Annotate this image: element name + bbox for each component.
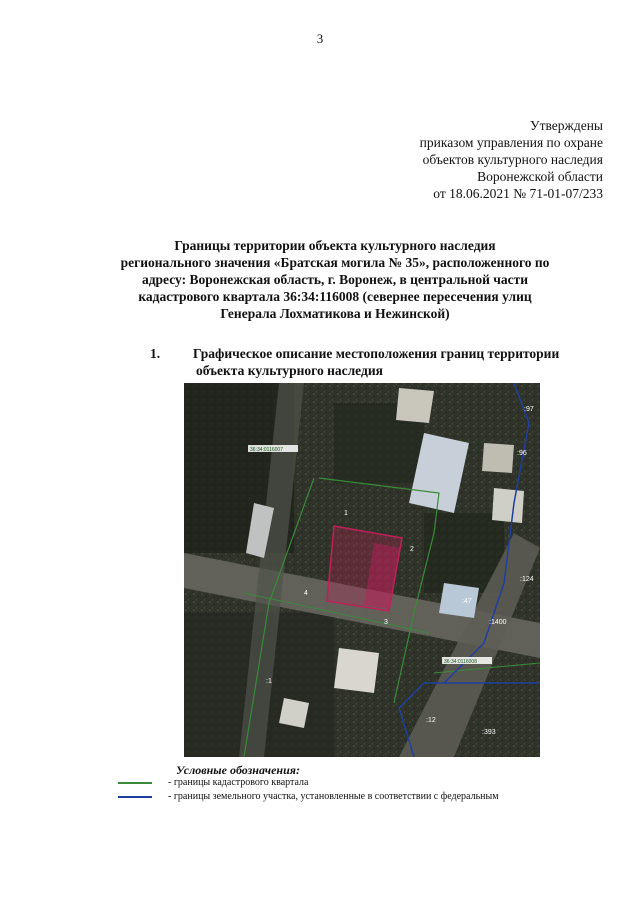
document-title (90, 237, 580, 322)
parcel-label: :96 (517, 450, 527, 457)
map-image (184, 383, 540, 757)
parcel-label: :1400 (489, 619, 507, 626)
legend-item (118, 777, 308, 788)
approval-line: объектов культурного наследия (422, 152, 603, 167)
title-line: регионального значения «Братская могила № 35», расположенного по (120, 255, 550, 270)
section-title-line: Графическое описание местоположения границ территории (193, 346, 560, 361)
satellite-map (184, 383, 540, 757)
point-label: 1 (344, 510, 348, 517)
page-number: 3 (316, 31, 324, 46)
quarter-label: 36:34:0116007 (250, 447, 283, 453)
parcel-label: :1 (266, 678, 272, 685)
legend-title: Условные обозначения: (176, 763, 300, 777)
parcel-label: :97 (524, 406, 534, 413)
green-line-swatch (118, 782, 152, 784)
legend-item-text: - границы земельного участка, установленные в соответствии с федеральным (168, 791, 499, 802)
parcel-label: :47 (462, 598, 472, 605)
approval-block (420, 117, 603, 202)
section-title-line: объекта культурного наследия (196, 363, 383, 378)
title-line: Границы территории объекта культурного наследия (174, 238, 496, 253)
approval-line: приказом управления по охране (419, 135, 603, 150)
title-line: Генерала Лохматикова и Нежинской) (220, 306, 450, 321)
point-label: 2 (410, 546, 414, 553)
title-line: кадастрового квартала 36:34:116008 (севернее пересечения улиц (138, 289, 532, 304)
legend-item-text: - границы кадастрового квартала (168, 777, 309, 788)
title-line: адресу: Воронежская область, г. Воронеж, в центральной части (141, 272, 529, 287)
parcel-label: :393 (482, 729, 496, 736)
quarter-label: 36:34:0116008 (444, 659, 477, 665)
parcel-label: :124 (520, 576, 534, 583)
legend-item (118, 791, 499, 802)
blue-line-swatch (118, 796, 152, 798)
section-number: 1. (150, 346, 161, 361)
approval-line: Воронежской области (477, 169, 603, 184)
approval-line: Утверждены (530, 118, 603, 133)
point-label: 4 (304, 590, 308, 597)
approval-line: от 18.06.2021 № 71-01-07/233 (433, 186, 603, 201)
point-label: 3 (384, 619, 388, 626)
parcel-label: :12 (426, 717, 436, 724)
